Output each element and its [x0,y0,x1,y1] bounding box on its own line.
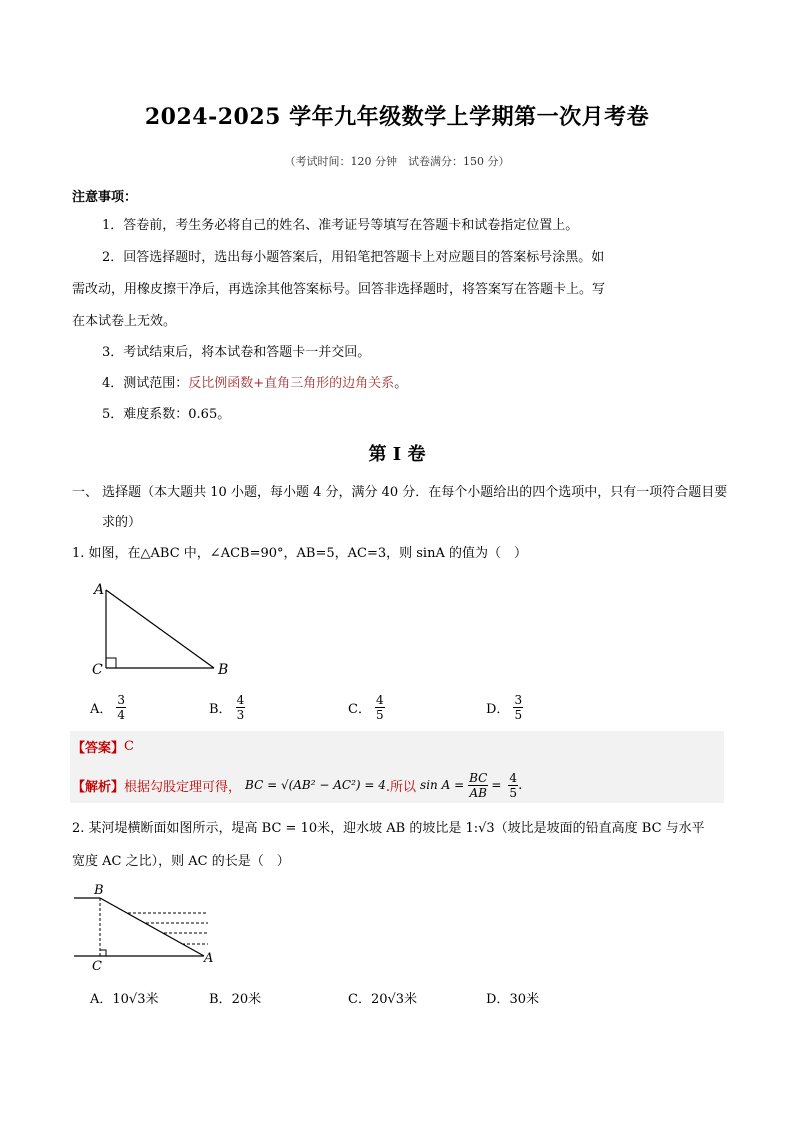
fraction-num: 4 [375,693,384,707]
option-value: 20√3米 [370,992,418,1007]
option-label: A． [90,702,113,717]
notice-item-2-cont: 需改动，用橡皮擦干净后，再选涂其他答案标号。回答非选择题时，将答案写在答题卡上。写 [72,282,606,297]
vertex-c-label: C [92,662,103,678]
analysis-line [72,768,522,802]
notice-item-4-prefix: 4．测试范围： [102,376,189,391]
notice-item-1: 1．答卷前，考生务必将自己的姓名、准考证号等填写在答题卡和试卷指定位置上。 [102,218,579,233]
option-label: D． [486,702,510,717]
vertex-a-label: A [94,582,105,598]
option-label: B． [209,702,232,717]
notice-item-4-suffix: 。 [394,376,408,391]
slope-ab [100,898,204,956]
q2-option-c[interactable] [348,988,417,1007]
option-label: C． [348,992,371,1007]
question-2-text-cont: 宽度 AC 之比），则 AC 的长是（ ） [72,854,290,869]
fraction-den: 5 [509,785,518,800]
fraction-num: 3 [514,693,523,707]
vertex-b-label: B [218,662,229,678]
sin-fraction [468,771,488,800]
answer-line [72,737,134,756]
point-c-label: C [92,959,102,974]
fraction-den: 4 [117,708,126,722]
fraction [116,693,126,722]
q1-option-b[interactable] [209,693,245,722]
q2-option-b[interactable] [209,988,261,1007]
question-1-figure [88,578,238,678]
fraction [375,693,385,722]
q2-option-d[interactable] [486,988,539,1007]
fraction-num: 3 [117,693,126,707]
notice-item-5: 5．难度系数：0.65。 [102,407,231,422]
q1-option-c[interactable] [348,693,385,722]
part1-heading: 一、 选择题（本大题共 10 小题，每小题 4 分，满分 40 分．在每个小题给出的四个选项中，只有一项符合题目要 [72,485,728,500]
q1-option-a[interactable] [90,693,126,722]
analysis-mid: .所以 [385,779,417,795]
fraction-num: BC [469,770,488,785]
question-1-text: 1. 如图，在△ABC 中，∠ACB=90°，AB=5，AC=3，则 sinA 的值为（ ） [72,546,527,561]
q1-option-d[interactable] [486,693,523,722]
analysis-end: . [518,777,523,793]
notice-item-2: 2．回答选择题时，选出每小题答案后，用铅笔把答题卡上对应题目的答案标号涂黑。如 [102,250,605,265]
option-label: D． [486,992,510,1007]
test-range: 反比例函数+直角三角形的边角关系 [188,376,395,391]
analysis-text: 根据勾股定理可得， [124,779,242,795]
fraction-den: 5 [375,708,384,722]
sin-formula-prefix: sin A = [420,778,465,792]
answer-value: C [124,739,134,754]
exam-subtitle: （考试时间：120 分钟 试卷满分：150 分） [284,155,510,168]
question-2-text: 2. 某河堤横断面如图所示，堤高 BC = 10米，迎水坡 AB 的坡比是 1:√3（坡比是坡面的铅直高度 BC 与水平 [72,821,705,836]
option-value: 10√3米 [112,992,159,1007]
notice-item-3: 3．考试结束后，将本试卷和答题卡一并交回。 [102,345,371,360]
fraction [513,693,523,722]
point-a-label: A [204,951,214,966]
fraction-den: AB [469,785,487,800]
part1-heading-cont: 求的） [102,515,142,530]
notice-item-2-end: 在本试卷上无效。 [72,314,177,329]
fraction-num: 4 [236,693,245,707]
q2-option-a[interactable] [90,988,159,1007]
fraction-num: 4 [509,770,518,785]
exam-title: 2024-2025 学年九年级数学上学期第一次月考卷 [144,104,650,130]
notice-item-4 [102,375,407,393]
option-value: 30米 [509,992,539,1007]
analysis-label: 【解析】 [72,779,125,795]
side-ab [106,590,214,668]
right-angle-mark [106,658,116,668]
sin-value-fraction [508,771,518,800]
answer-label: 【答案】 [72,741,125,756]
question-2-figure [70,880,230,976]
sin-formula-eq: = [491,778,502,792]
fraction-den: 5 [514,708,523,722]
option-label: A． [90,992,113,1007]
analysis-formula: BC = √(AB² − AC²) = 4 [245,778,386,792]
section-title: 第 Ⅰ 卷 [368,444,426,465]
fraction-den: 3 [236,708,245,722]
right-angle-mark [100,950,106,956]
fraction [236,693,246,722]
option-value: 20米 [231,992,262,1007]
notice-heading: 注意事项： [72,190,138,205]
point-b-label: B [94,883,104,898]
option-label: B． [209,992,232,1007]
option-label: C． [348,702,371,717]
